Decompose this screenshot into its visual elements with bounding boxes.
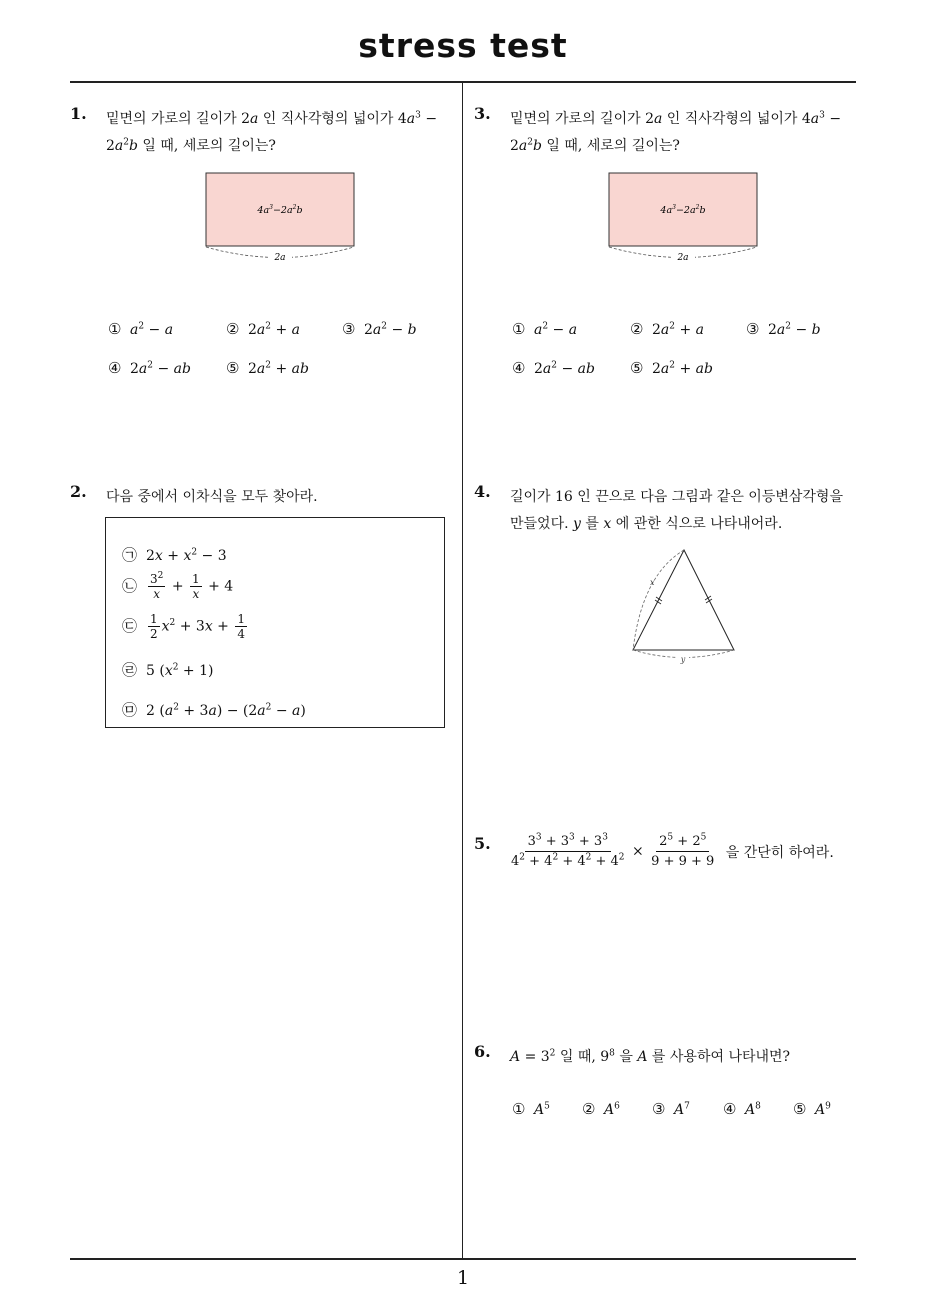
bottom-rule (70, 1258, 856, 1260)
tick-mark-right (705, 596, 711, 600)
problem-text: 다음 중에서 이차식을 모두 찾아라. (106, 489, 318, 505)
width-label: 2a (677, 253, 689, 263)
choice-5[interactable]: ⑤ $2a^2$ + ab (630, 359, 713, 377)
side-label: x (650, 578, 655, 587)
problem-number: 4. (474, 482, 491, 501)
choice-text: $2a^2 - b$ (364, 321, 417, 338)
choice-4[interactable]: ④ $2a^2$ − ab (512, 359, 595, 377)
choice-text: $2a^2$ + ab (652, 360, 713, 377)
page-title: stress test (358, 26, 568, 65)
problem-number: 6. (474, 1042, 491, 1061)
choice-text: $2a^2$ − ab (130, 360, 191, 377)
choice-4[interactable]: ④ $2a^2$ − ab (108, 359, 191, 377)
expression-box (105, 517, 445, 728)
choice-5[interactable]: ⑤ $2a^2$ + ab (226, 359, 309, 377)
width-label: 2a (274, 253, 286, 263)
choice-text: $2a^2 + a$ (248, 321, 301, 338)
choice-text: $2a^2$ + ab (248, 360, 309, 377)
choice-1[interactable]: ① $a^2 - a$ (108, 320, 174, 338)
choice-3[interactable]: ③ $A^7$ (652, 1100, 690, 1118)
area-label: $4a^3-2a^2b$ (660, 204, 706, 216)
problem-text: 밑면의 가로의 길이가 2a 인 직사각형의 넓이가 $4a^3 - 2a^2b$ 일 때, 세로의 길이는? (106, 110, 438, 154)
rectangle-figure (200, 168, 360, 268)
choice-3[interactable]: ③ $2a^2 - b$ (746, 320, 821, 338)
problem-number: 2. (70, 482, 87, 501)
problem-5-expression: $\frac{3^3 + 3^3 + 3^3}{4^2 + 4^2 + 4^2 + 4^2}$ × $\frac{2^5 + 2^5}{9 + 9 + 9}$ 을 간단히 하여라. (511, 832, 834, 869)
problem-number: 1. (70, 104, 87, 123)
choice-2[interactable]: ② $2a^2 + a$ (630, 320, 705, 338)
expression-item: ㉡ $\frac{3^2}{x}$ + $\frac{1}{x}$ + 4 (122, 571, 234, 601)
base-label: y (680, 655, 686, 664)
problem-text: 을 간단히 하여라. (725, 844, 834, 861)
problem-number: 3. (474, 104, 491, 123)
tick-mark-left (656, 597, 662, 601)
choice-2[interactable]: ② $2a^2 + a$ (226, 320, 301, 338)
problem-number: 5. (474, 834, 491, 853)
choice-2[interactable]: ② $A^6$ (582, 1100, 620, 1118)
choice-1[interactable]: ① $a^2 - a$ (512, 320, 578, 338)
choice-4[interactable]: ④ $A^8$ (723, 1100, 761, 1118)
problem-text: 밑면의 가로의 길이가 2a 인 직사각형의 넓이가 $4a^3 - 2a^2b$ 일 때, 세로의 길이는? (510, 110, 842, 154)
isosceles-triangle-figure (620, 545, 750, 670)
choice-3[interactable]: ③ $2a^2 - b$ (342, 320, 417, 338)
expression-item: ㉠ $2x + x^2 - 3$ (122, 546, 227, 564)
problem-text: $A = 3^2$ 일 때, $9^8$ 을 A 를 사용하여 나타내면? (510, 1048, 791, 1065)
choice-text: $2a^2 - b$ (768, 321, 821, 338)
area-label: $4a^3-2a^2b$ (257, 204, 303, 216)
choice-text: $a^2 - a$ (130, 321, 174, 338)
triangle-shape (633, 550, 734, 650)
expression-item: ㉢ $\frac{1}{2}$ $x^2 + 3x$ + $\frac{1}{4}$ (122, 612, 246, 641)
choice-1[interactable]: ① $A^5$ (512, 1100, 550, 1118)
choice-5[interactable]: ⑤ $A^9$ (793, 1100, 831, 1118)
choice-text: $2a^2$ − ab (534, 360, 595, 377)
page-number: 1 (456, 1267, 470, 1289)
choice-text: $2a^2 + a$ (652, 321, 705, 338)
rectangle-figure (603, 168, 763, 268)
expression-item: ㉤ 2 $(a^2 + 3a) - (2a^2 - a)$ (122, 701, 306, 719)
expression-item: ㉣ 5 $(x^2 + 1)$ (122, 661, 214, 679)
choice-text: $a^2 - a$ (534, 321, 578, 338)
column-divider (462, 82, 463, 1258)
problem-text: 길이가 16 인 끈으로 다음 그림과 같은 이등변삼각형을 만들었다. y 를 x 에 관한 식으로 나타내어라. (510, 489, 843, 532)
